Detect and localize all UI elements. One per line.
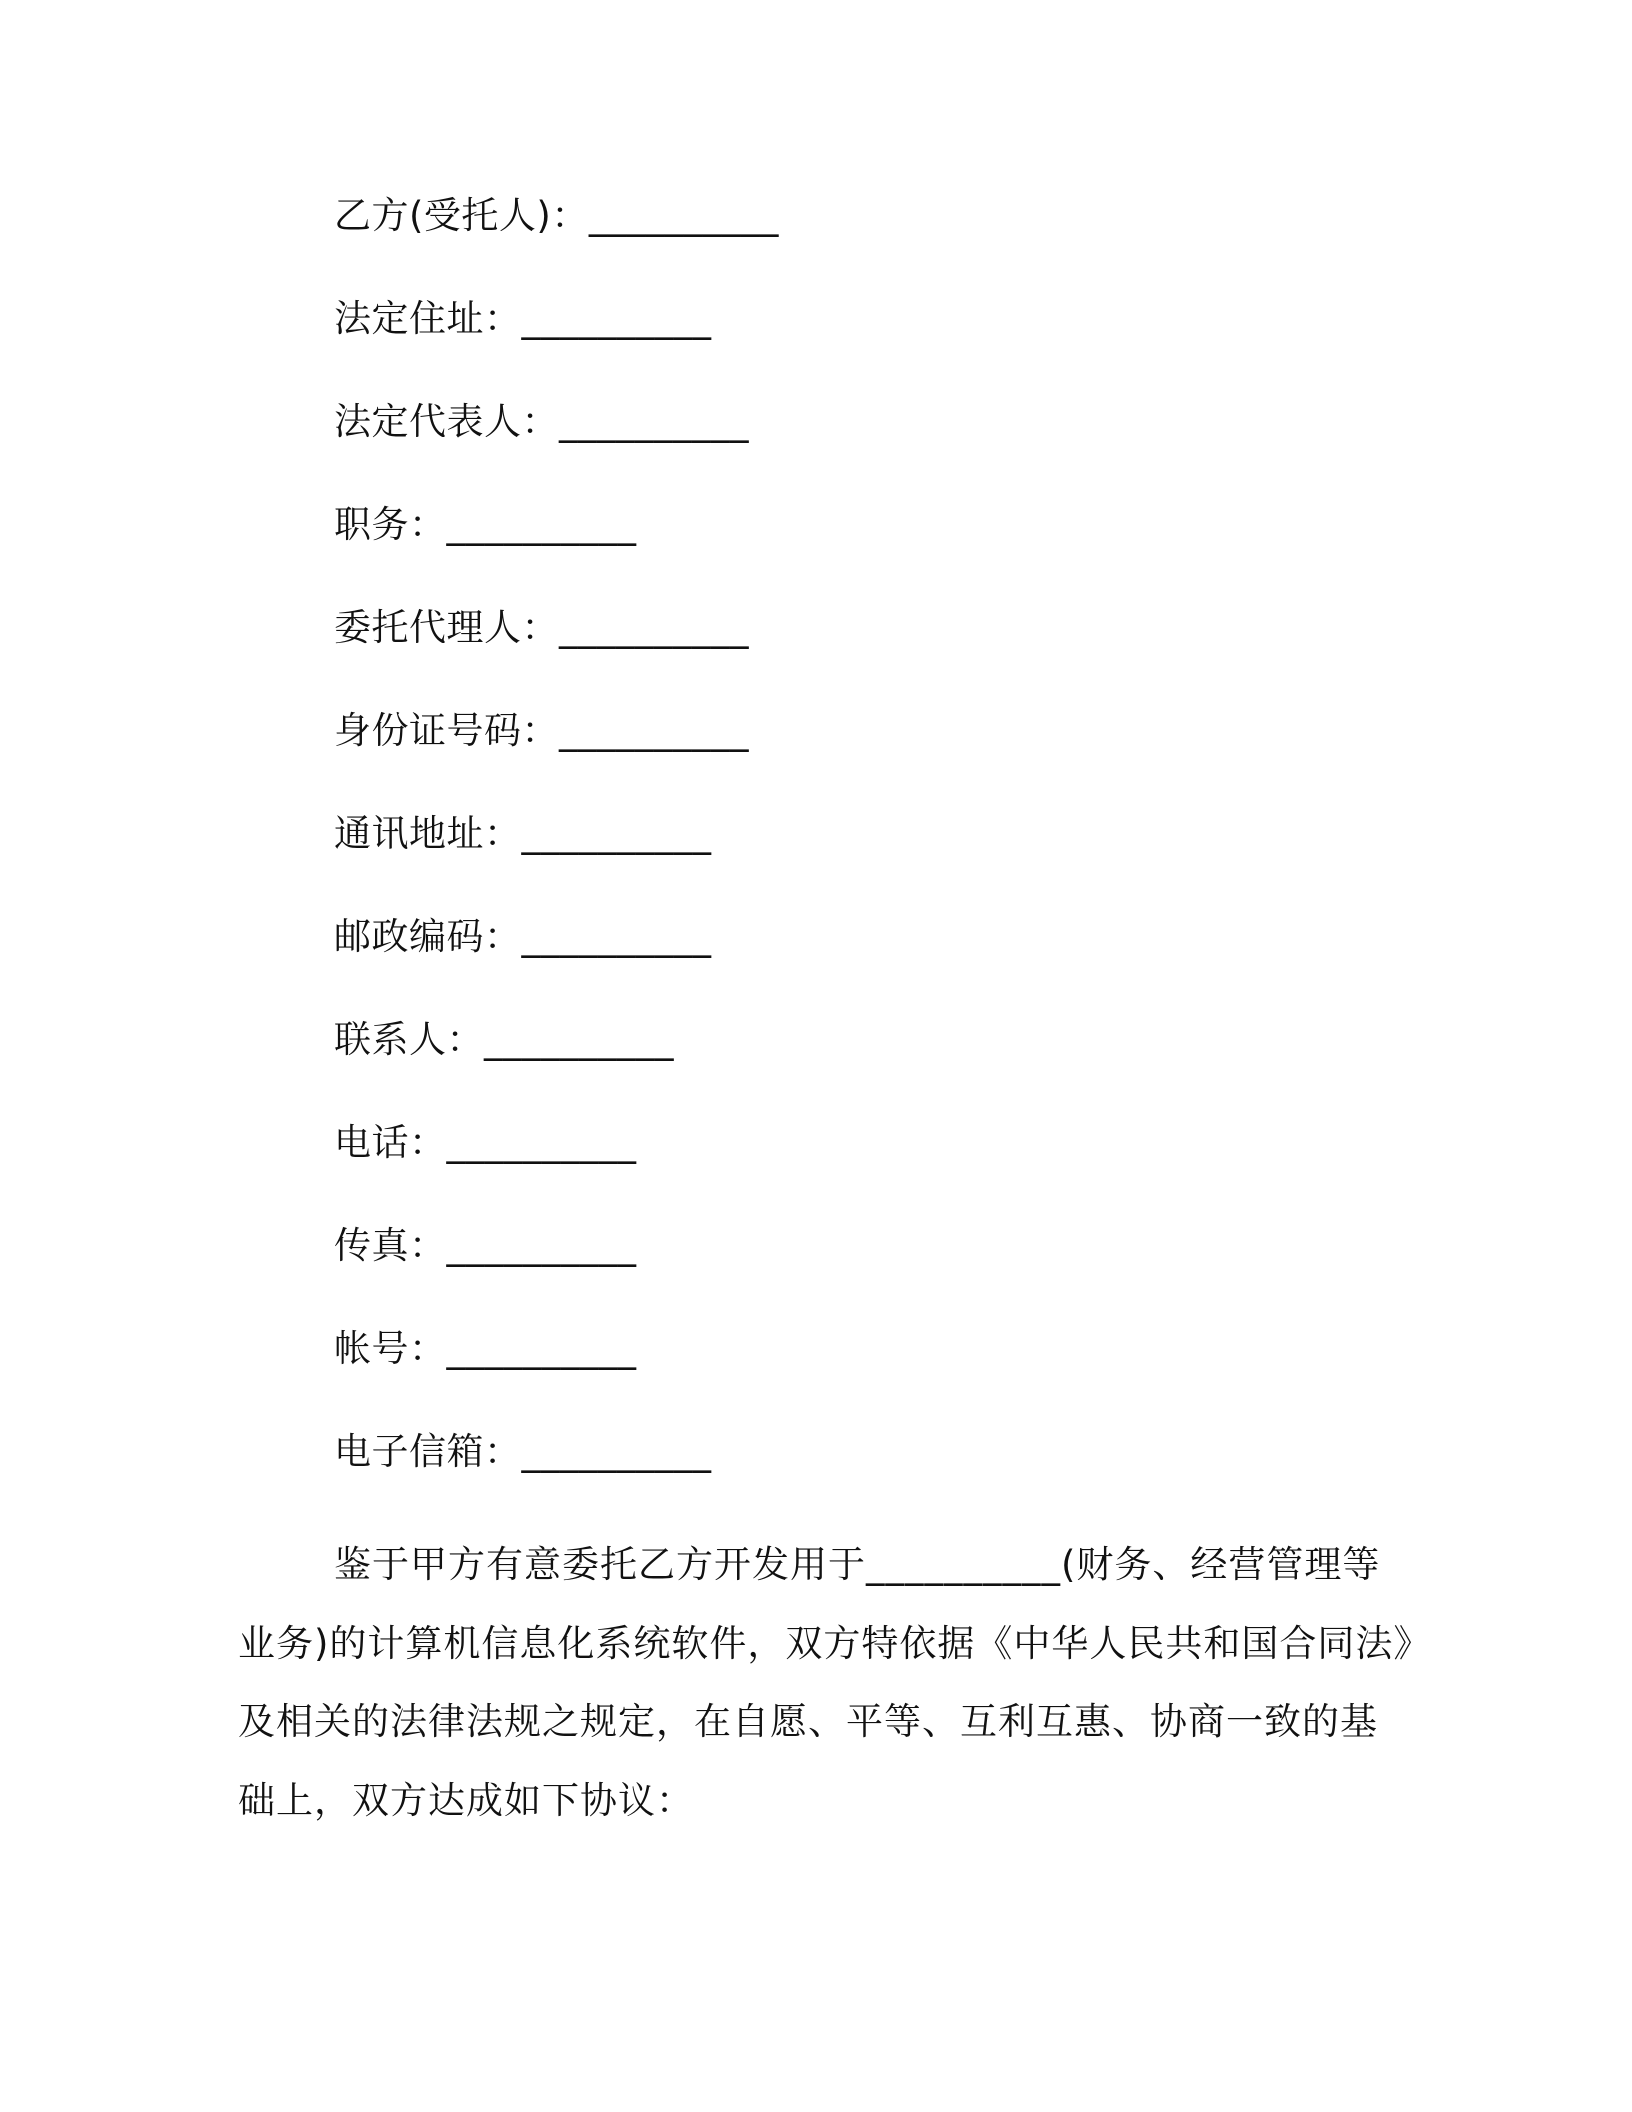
field-blank: __________	[446, 1121, 637, 1164]
fax-field	[334, 1220, 637, 1272]
position-field	[334, 499, 637, 551]
field-blank: __________	[521, 812, 712, 855]
field-blank: __________	[446, 1224, 637, 1267]
field-label: 身份证号码：	[334, 709, 559, 752]
preamble-paragraph	[238, 1526, 1432, 1840]
field-label: 通讯地址：	[334, 812, 522, 855]
email-field	[334, 1426, 712, 1478]
field-label: 职务：	[334, 503, 447, 546]
preamble-line: 础上，双方达成如下协议：	[238, 1778, 694, 1822]
field-blank: __________	[446, 1327, 637, 1370]
entrusted-agent-field	[334, 602, 749, 654]
field-blank: __________	[446, 503, 637, 546]
field-blank: __________	[521, 915, 712, 958]
field-label: 法定代表人：	[334, 400, 559, 443]
legal-address-field	[334, 293, 712, 345]
id-number-field	[334, 705, 749, 757]
postal-code-field	[334, 911, 712, 963]
mailing-address-field	[334, 808, 712, 860]
phone-field	[334, 1117, 637, 1169]
field-blank: __________	[484, 1018, 674, 1061]
field-blank: __________	[559, 400, 749, 443]
field-label: 邮政编码：	[334, 915, 522, 958]
party-b-field	[334, 190, 779, 242]
field-label: 法定住址：	[334, 297, 522, 340]
field-blank: __________	[559, 606, 749, 649]
field-blank: __________	[521, 297, 712, 340]
field-label: 委托代理人：	[334, 606, 559, 649]
field-label: 联系人：	[334, 1018, 484, 1061]
field-label: 电子信箱：	[334, 1430, 522, 1473]
field-blank: __________	[559, 709, 749, 752]
contact-person-field	[334, 1014, 674, 1066]
field-blank: __________	[588, 194, 779, 237]
legal-representative-field	[334, 396, 749, 448]
field-label: 电话：	[334, 1121, 447, 1164]
field-label: 乙方(受托人)：	[334, 194, 589, 237]
account-number-field	[334, 1323, 637, 1375]
field-label: 帐号：	[334, 1327, 447, 1370]
preamble-line: 业务)的计算机信息化系统软件，双方特依据《中华人民共和国合同法》	[238, 1621, 1432, 1665]
preamble-line: 及相关的法律法规之规定，在自愿、平等、互利互惠、协商一致的基	[238, 1700, 1378, 1743]
field-label: 传真：	[334, 1224, 447, 1267]
field-blank: __________	[521, 1430, 712, 1473]
preamble-line: 鉴于甲方有意委托乙方开发用于__________(财务、经营管理等	[334, 1543, 1381, 1586]
